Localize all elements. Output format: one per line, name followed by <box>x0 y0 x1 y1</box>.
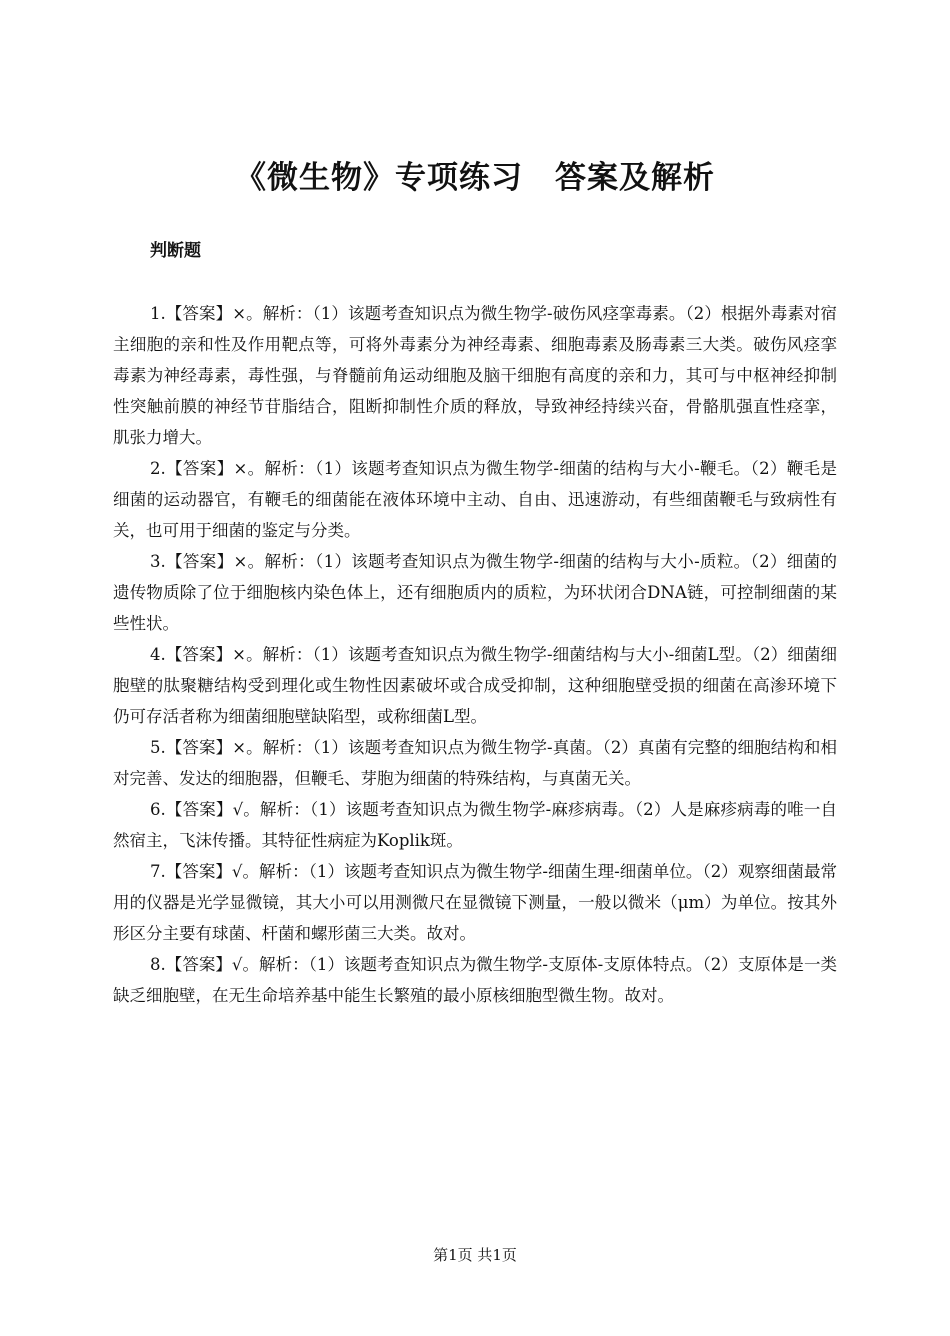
page-number: 第1页 共1页 <box>433 1246 517 1264</box>
answer-item-4: 4.【答案】×。解析：（1）该题考查知识点为微生物学-细菌结构与大小-细菌L型。（2）细菌细胞壁的肽聚糖结构受到理化或生物性因素破坏或合成受抑制，这种细胞壁受损的细菌在高渗环境下仍可存活者称为细菌细胞壁缺陷型，或称细菌L型。 <box>113 645 837 726</box>
section-heading: 判断题 <box>150 241 201 261</box>
page-title: 《微生物》专项练习 答案及解析 <box>235 160 715 196</box>
answer-item-6: 6.【答案】√。解析：（1）该题考查知识点为微生物学-麻疹病毒。（2）人是麻疹病毒的唯一自然宿主，飞沫传播。其特征性病症为Koplik斑。 <box>113 800 837 850</box>
answer-item-5: 5.【答案】×。解析：（1）该题考查知识点为微生物学-真菌。（2）真菌有完整的细胞结构和相对完善、发达的细胞器，但鞭毛、芽胞为细菌的特殊结构，与真菌无关。 <box>113 738 837 788</box>
answer-item-1: 1.【答案】×。解析：（1）该题考查知识点为微生物学-破伤风痉挛毒素。（2）根据外毒素对宿主细胞的亲和性及作用靶点等，可将外毒素分为神经毒素、细胞毒素及肠毒素三大类。破伤风痉挛毒素为神经毒素，毒性强，与脊髓前角运动细胞及脑干细胞有高度的亲和力，其可与中枢神经抑制性突触前膜的神经节苷脂结合，阻断抑制性介质的释放，导致神经持续兴奋，骨骼肌强直性痉挛，肌张力增大。 <box>113 304 837 447</box>
answer-item-2: 2.【答案】×。解析：（1）该题考查知识点为微生物学-细菌的结构与大小-鞭毛。（2）鞭毛是细菌的运动器官，有鞭毛的细菌能在液体环境中主动、自由、迅速游动，有些细菌鞭毛与致病性有关，也可用于细菌的鉴定与分类。 <box>113 459 837 540</box>
answer-item-7: 7.【答案】√。解析：（1）该题考查知识点为微生物学-细菌生理-细菌单位。（2）观察细菌最常用的仪器是光学显微镜，其大小可以用测微尺在显微镜下测量，一般以微米（μm）为单位。按其外形区分主要有球菌、杆菌和螺形菌三大类。故对。 <box>113 862 837 943</box>
answer-list <box>113 298 837 1011</box>
answer-item-8: 8.【答案】√。解析：（1）该题考查知识点为微生物学-支原体-支原体特点。（2）支原体是一类缺乏细胞壁，在无生命培养基中能生长繁殖的最小原核细胞型微生物。故对。 <box>113 955 837 1005</box>
answer-item-3: 3.【答案】×。解析：（1）该题考查知识点为微生物学-细菌的结构与大小-质粒。（2）细菌的遗传物质除了位于细胞核内染色体上，还有细胞质内的质粒，为环状闭合DNA链，可控制细菌的某些性状。 <box>113 552 837 633</box>
